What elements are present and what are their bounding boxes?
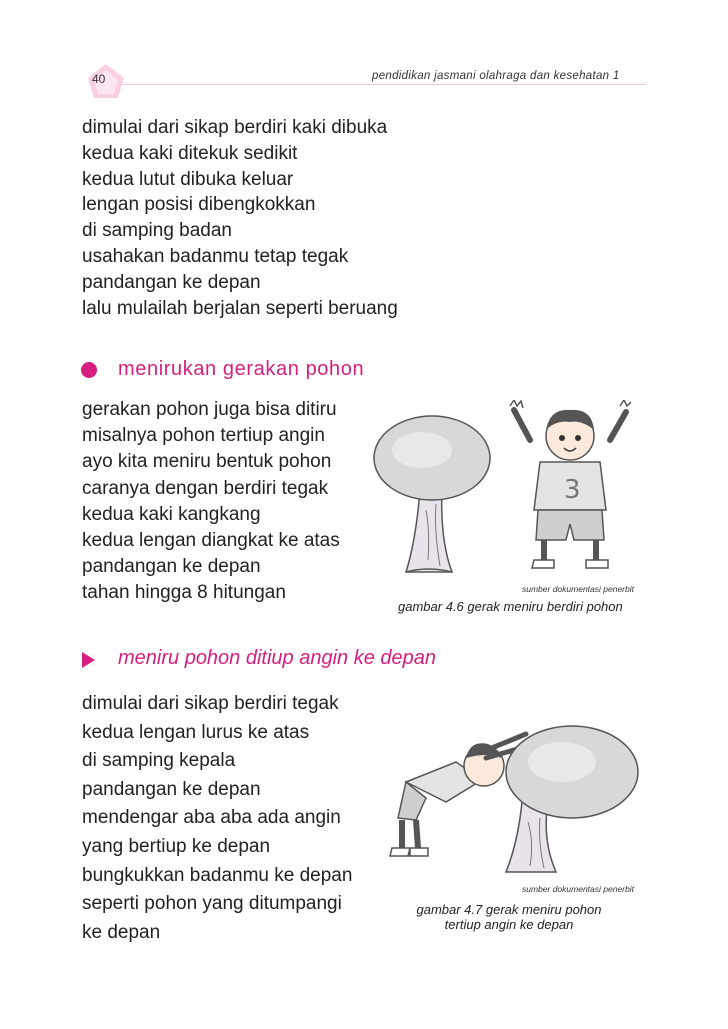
tree-icon	[506, 726, 638, 872]
text-line: kedua kaki ditekuk sedikit	[82, 142, 298, 164]
text-line: tahan hingga 8 hitungan	[82, 582, 286, 604]
caption-line: gambar 4.6 gerak meniru berdiri pohon	[398, 599, 623, 614]
text-line: dimulai dari sikap berdiri tegak	[82, 693, 339, 714]
text-line: di samping kepala	[82, 750, 236, 772]
text-line: kedua lutut dibuka keluar	[82, 168, 294, 190]
text-line: kedua lengan diangkat ke atas	[82, 530, 340, 552]
child-icon	[510, 400, 631, 568]
text-line: pandangan ke depan	[82, 778, 261, 800]
text-line: ayo kita meniru bentuk pohon	[82, 451, 332, 473]
text-line: caranya dengan berdiri tegak	[82, 477, 329, 499]
tree-icon	[374, 416, 490, 572]
figure-standing-tree-illustration	[370, 400, 650, 580]
section1-paragraph	[82, 397, 340, 607]
text-line: pandangan ke depan	[82, 271, 261, 293]
bullet-dot-icon	[81, 362, 97, 378]
text-line: di samping badan	[82, 220, 232, 242]
text-line: bungkukkan badanmu ke depan	[82, 864, 353, 886]
text-line: lengan posisi dibengkokkan	[82, 194, 316, 216]
figure-tree-blown-forward-illustration	[386, 722, 646, 882]
header-rule	[110, 84, 646, 85]
text-line: gerakan pohon juga bisa ditiru	[82, 399, 337, 420]
figure-caption	[404, 902, 614, 932]
caption-line: gambar 4.7 gerak meniru pohon	[416, 902, 602, 917]
text-line: seperti pohon yang ditumpangi	[82, 893, 342, 915]
text-line: kedua kaki kangkang	[82, 503, 261, 525]
page-badge-icon	[84, 60, 128, 104]
triangle-bullet-icon	[82, 652, 95, 668]
section-heading: menirukan gerakan pohon	[118, 358, 365, 380]
text-line: ke depan	[82, 921, 161, 943]
figure-caption	[398, 599, 628, 614]
text-line: lalu mulailah berjalan seperti beruang	[82, 297, 398, 319]
text-line: misalnya pohon tertiup angin	[82, 425, 325, 447]
book-title: pendidikan jasmani olahraga dan kesehatan 1	[372, 70, 620, 82]
text-line: dimulai dari sikap berdiri kaki dibuka	[82, 117, 388, 138]
text-line: yang bertiup ke depan	[82, 835, 271, 857]
intro-paragraph	[82, 115, 398, 321]
child-bending-icon	[390, 734, 528, 856]
page-number: 40	[92, 72, 106, 86]
figure-source: sumber dokumentasi penerbit	[522, 584, 634, 594]
text-line: pandangan ke depan	[82, 556, 261, 578]
text-line: kedua lengan lurus ke atas	[82, 721, 310, 743]
text-line: mendengar aba aba ada angin	[82, 807, 341, 829]
caption-line: tertiup angin ke depan	[444, 917, 574, 932]
figure-source: sumber dokumentasi penerbit	[522, 884, 634, 894]
section2-paragraph	[82, 690, 352, 947]
text-line: usahakan badanmu tetap tegak	[82, 245, 349, 267]
svg-text:3: 3	[564, 475, 581, 505]
subsection-heading: meniru pohon ditiup angin ke depan	[118, 647, 437, 669]
